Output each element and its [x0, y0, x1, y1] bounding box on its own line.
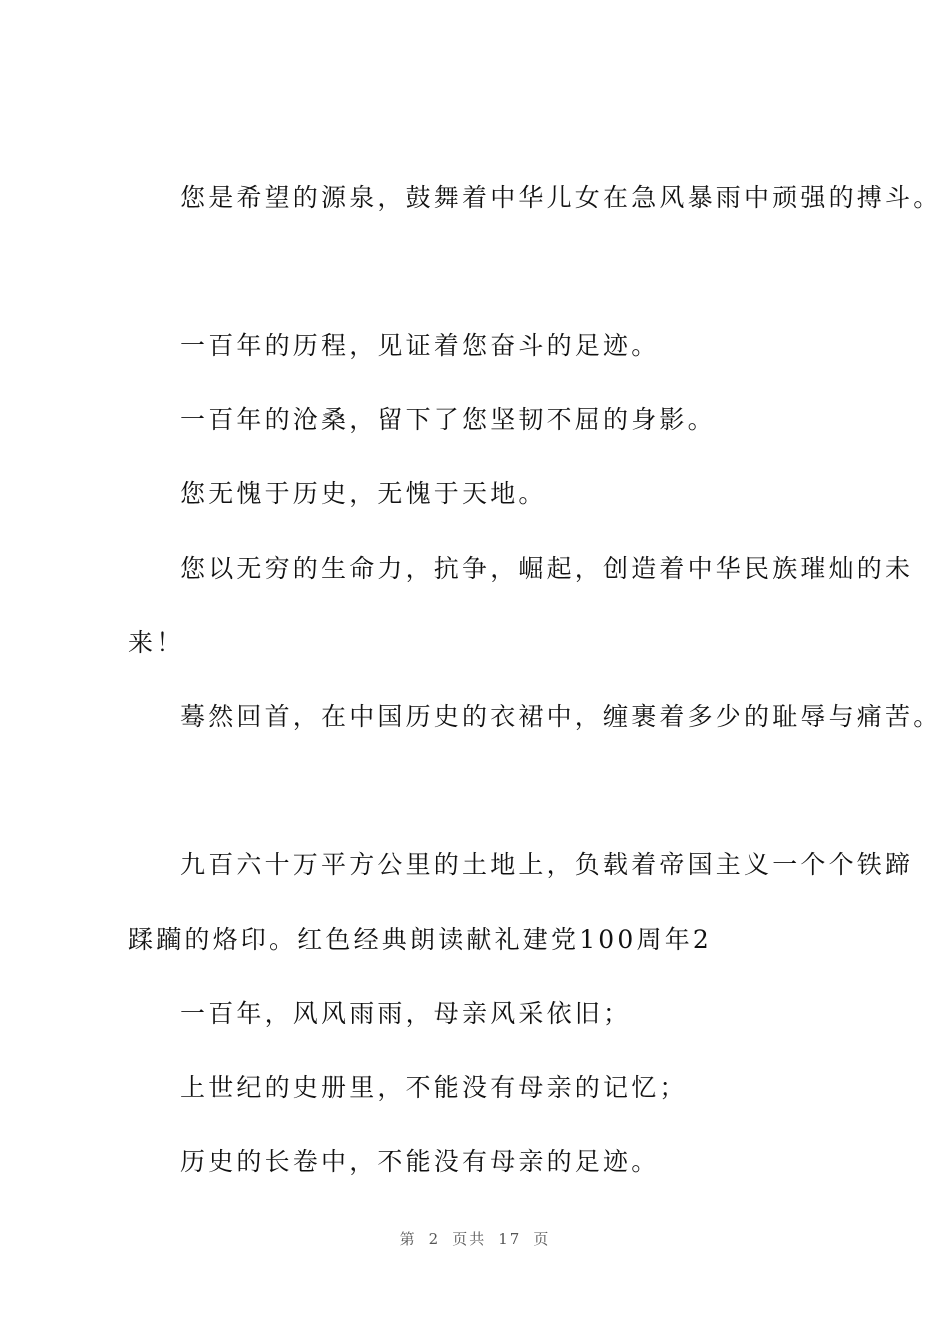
paragraph-line: 您是希望的源泉，鼓舞着中华儿女在急风暴雨中顽强的搏斗。: [180, 183, 942, 212]
paragraph-line: 一百年，风风雨雨，母亲风采依旧；: [180, 999, 632, 1028]
paragraph-line: 历史的长卷中，不能没有母亲的足迹。: [180, 1147, 660, 1176]
paragraph-line: 一百年的沧桑，留下了您坚韧不屈的身影。: [180, 405, 716, 434]
paragraph-line: 您无愧于历史，无愧于天地。: [180, 479, 547, 508]
paragraph-line: 来！: [128, 628, 185, 657]
page-footer: [0, 1228, 950, 1249]
footer-suffix: 页: [533, 1230, 551, 1248]
paragraph-line: 九百六十万平方公里的土地上，负载着帝国主义一个个铁蹄: [180, 850, 914, 879]
total-pages: 17: [498, 1230, 522, 1248]
current-page-number: 2: [428, 1230, 441, 1248]
paragraph-line: 您以无穷的生命力，抗争，崛起，创造着中华民族璀灿的未: [180, 554, 914, 583]
footer-middle: 页共: [452, 1230, 487, 1248]
paragraph-line: 上世纪的史册里，不能没有母亲的记忆；: [180, 1073, 688, 1102]
paragraph-line: 蓦然回首，在中国历史的衣裙中，缠裹着多少的耻辱与痛苦。: [180, 702, 942, 731]
paragraph-line: 蹂躏的烙印。红色经典朗读献礼建党100周年2: [128, 925, 713, 954]
paragraph-line: 一百年的历程，见证着您奋斗的足迹。: [180, 331, 660, 360]
footer-prefix: 第: [399, 1230, 417, 1248]
